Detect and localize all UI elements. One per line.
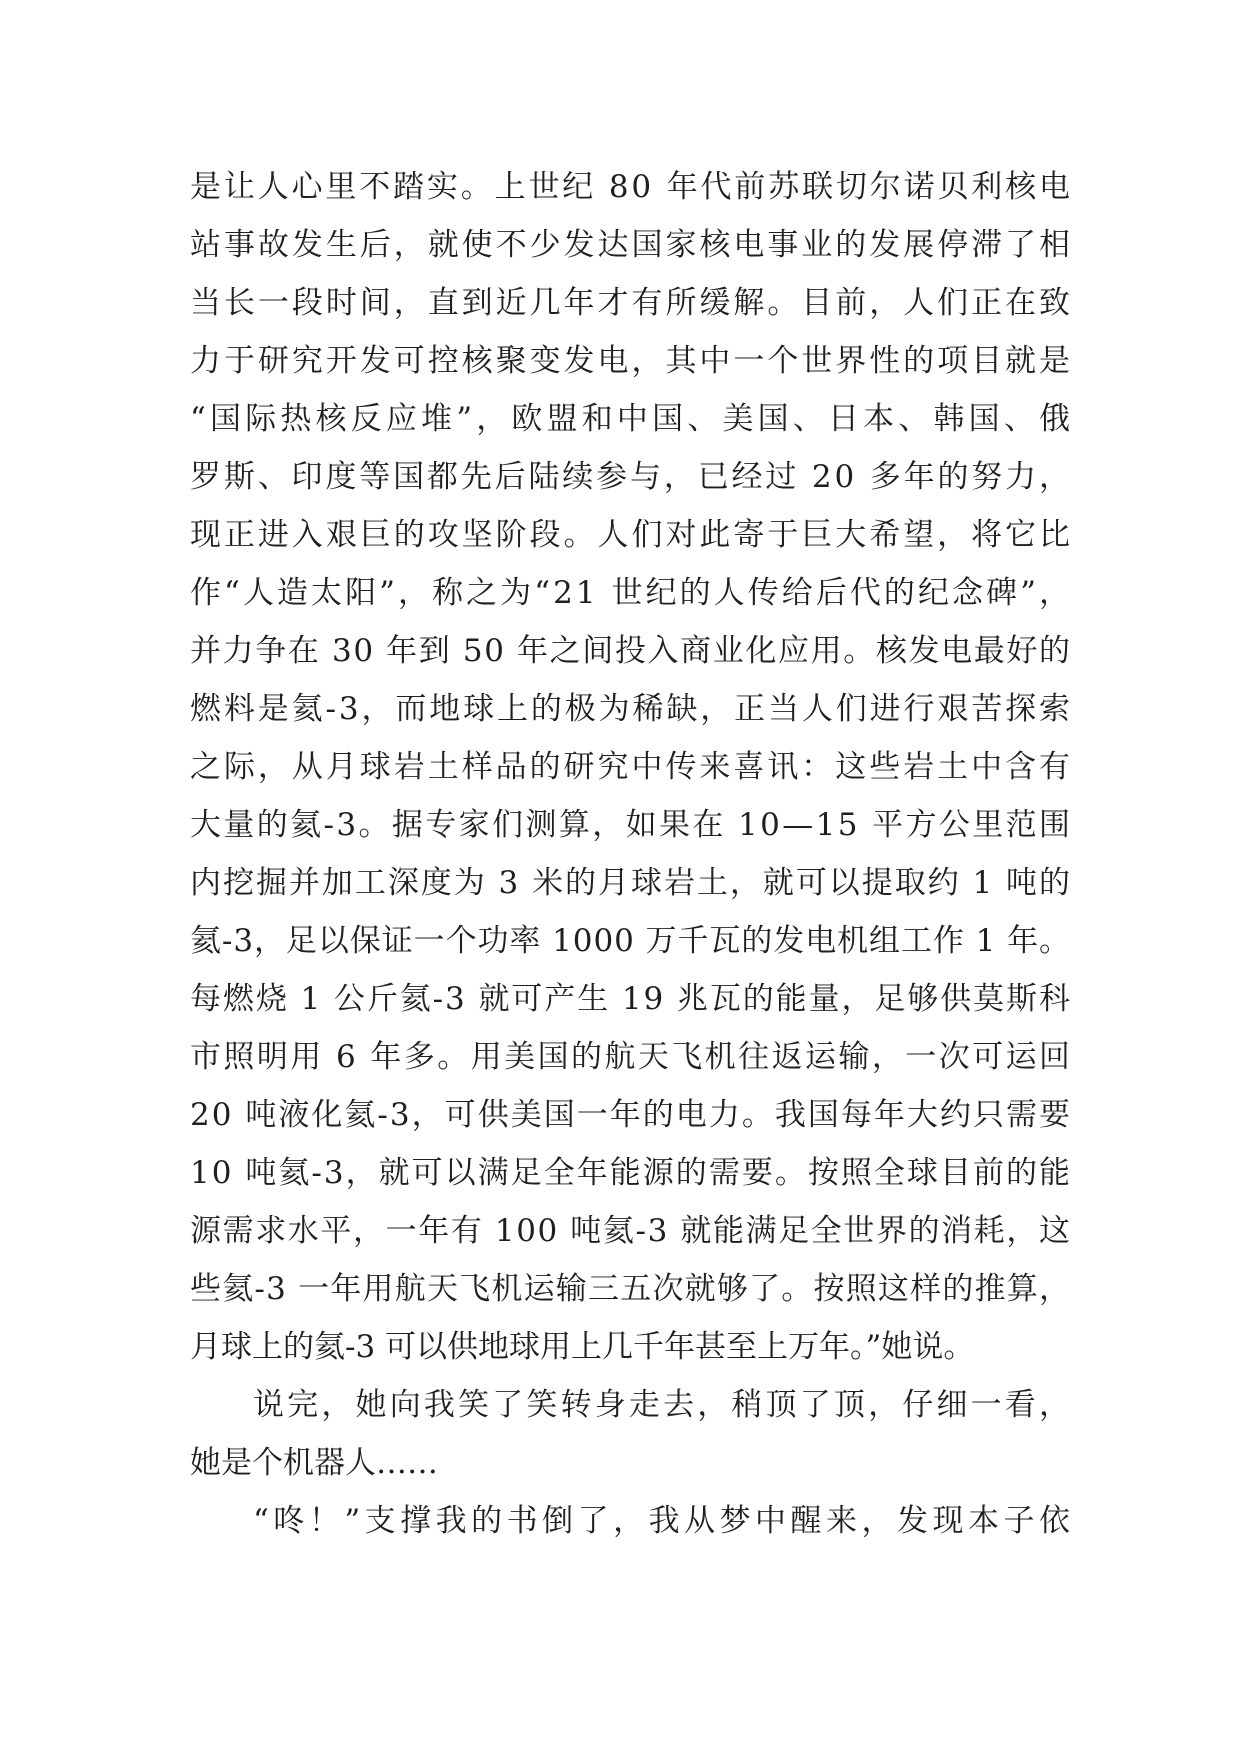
text-line: 作“人造太阳”，称之为“21 世纪的人传给后代的纪念碑”， [190, 575, 1074, 611]
text-line: 力于研究开发可控核聚变发电，其中一个世界性的项目就是 [190, 343, 1073, 379]
text-line: 内挖掘并加工深度为 3 米的月球岩土，就可以提取约 1 吨的 [190, 865, 1072, 901]
text-line: 源需求水平，一年有 100 吨氦-3 就能满足全世界的消耗，这 [190, 1213, 1072, 1249]
text-line: 燃料是氦-3，而地球上的极为稀缺，正当人们进行艰苦探索 [190, 691, 1073, 727]
text-line: 罗斯、印度等国都先后陆续参与，已经过 20 多年的努力， [190, 459, 1073, 495]
body-text [190, 158, 1075, 1550]
text-line: 20 吨液化氦-3，可供美国一年的电力。我国每年大约只需要 [190, 1097, 1073, 1133]
text-line: 10 吨氦-3，就可以满足全年能源的需要。按照全球目前的能 [190, 1155, 1073, 1191]
text-line: 她是个机器人…… [190, 1445, 438, 1481]
text-line: 市照明用 6 年多。用美国的航天飞机往返运输，一次可运回 [190, 1039, 1073, 1075]
text-line: 是让人心里不踏实。上世纪 80 年代前苏联切尔诺贝利核电 [190, 169, 1073, 205]
text-line: 当长一段时间，直到近几年才有所缓解。目前，人们正在致 [190, 285, 1073, 321]
text-line: 大量的氦-3。据专家们测算，如果在 10—15 平方公里范围 [190, 807, 1073, 843]
paragraph-first-line: 说完，她向我笑了笑转身走去，稍顶了顶，仔细一看， [253, 1387, 1074, 1423]
text-line: 站事故发生后，就使不少发达国家核电事业的发展停滞了相 [190, 227, 1073, 263]
text-line: 之际，从月球岩土样品的研究中传来喜讯：这些岩土中含有 [190, 749, 1073, 785]
text-line: 并力争在 30 年到 50 年之间投入商业化应用。核发电最好的 [190, 633, 1072, 669]
text-line: 氦-3，足以保证一个功率 1000 万千瓦的发电机组工作 1 年。 [190, 923, 1071, 959]
text-line: 月球上的氦-3 可以供地球用上几千年甚至上万年。”她说。 [190, 1329, 975, 1365]
paragraph-first-line: “咚！”支撑我的书倒了，我从梦中醒来，发现本子依 [253, 1503, 1075, 1539]
text-line: 些氦-3 一年用航天飞机运输三五次就够了。按照这样的推算， [190, 1271, 1072, 1307]
text-line: “国际热核反应堆”，欧盟和中国、美国、日本、韩国、俄 [190, 401, 1075, 437]
text-line: 每燃烧 1 公斤氦-3 就可产生 19 兆瓦的能量，足够供莫斯科 [190, 981, 1072, 1017]
text-line: 现正进入艰巨的攻坚阶段。人们对此寄于巨大希望，将它比 [190, 517, 1073, 553]
